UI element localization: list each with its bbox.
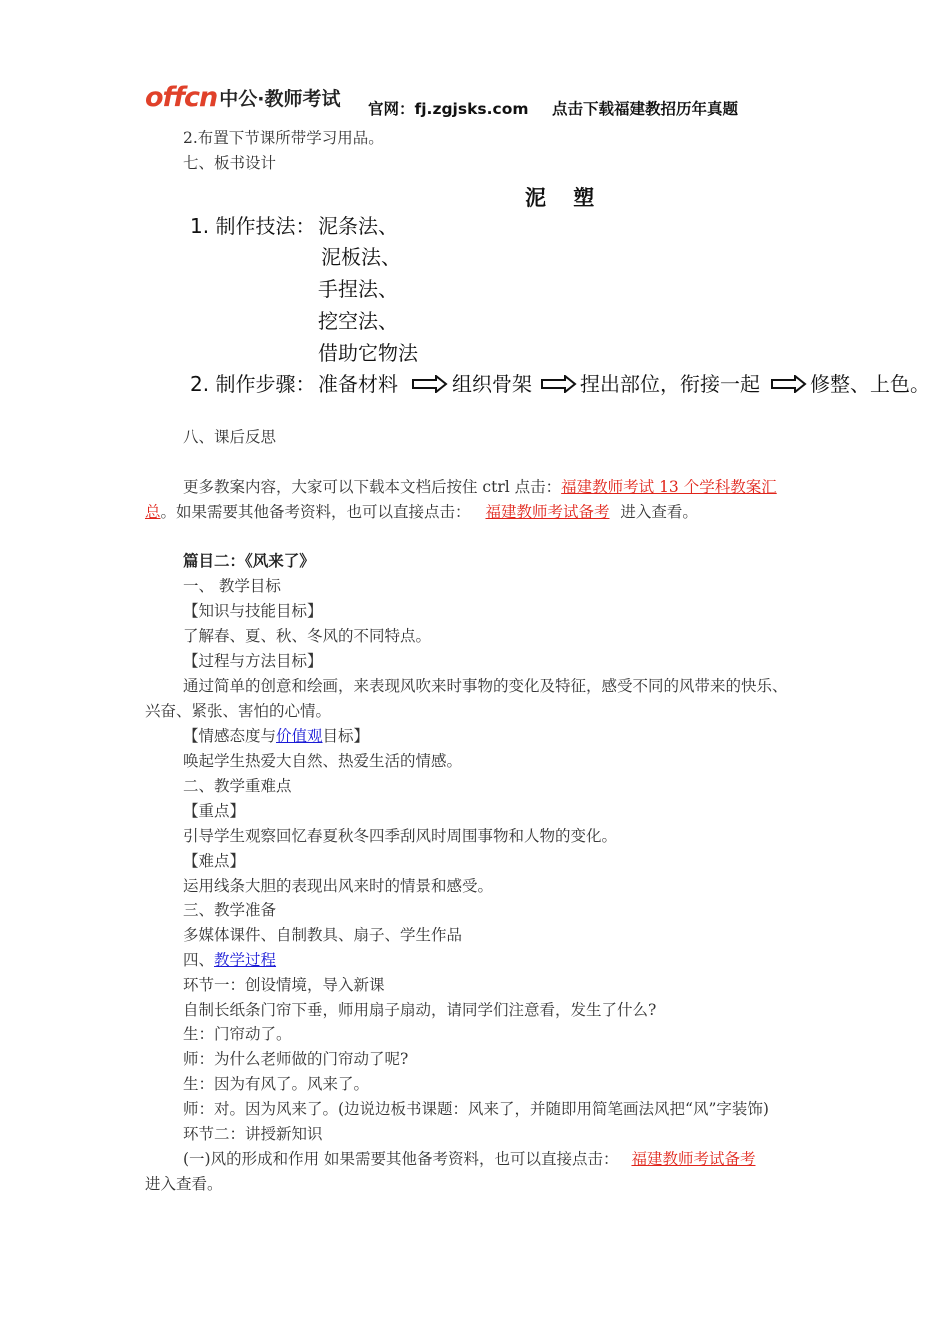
hollow-arrow-icon <box>412 375 448 393</box>
section-key-difficulties: 二、教学重难点 <box>183 777 292 795</box>
homework-item-2: 2.布置下节课所带学习用品。 <box>183 129 384 147</box>
board-step-4: 修整、上色。 <box>810 372 930 396</box>
key-point-text: 引导学生观察回忆春夏秋冬四季刮风时周围事物和人物的变化。 <box>183 827 618 845</box>
section-4-number: 四、 <box>183 951 215 969</box>
wind-section-text: (一)风的形成和作用 如果需要其他备考资料，也可以直接点击： <box>183 1150 619 1168</box>
offcn-logo <box>145 79 341 115</box>
exam-prep-link-2[interactable]: 福建教师考试备考 <box>631 1150 756 1168</box>
hollow-arrow-icon <box>771 375 807 393</box>
more-resources-prefix: 更多教案内容，大家可以下载本文档后按住 ctrl 点击： <box>183 478 562 496</box>
board-step-1: 准备材料 <box>318 372 398 396</box>
process-goal-heading: 【过程与方法目标】 <box>183 652 323 670</box>
emotion-heading-post: 目标】 <box>322 727 370 745</box>
knowledge-goal-text: 了解春、夏、秋、冬风的不同特点。 <box>183 627 432 645</box>
wind-section-suffix: 进入查看。 <box>145 1175 223 1193</box>
download-exams-link[interactable]: 点击下载福建教招历年真题 <box>552 100 739 118</box>
difficulty-text: 运用线条大胆的表现出风来时的情景和感受。 <box>183 877 494 895</box>
logo-wordmark: offcn <box>145 81 218 113</box>
exam-prep-link[interactable]: 福建教师考试备考 <box>485 503 610 521</box>
knowledge-goal-heading: 【知识与技能目标】 <box>183 602 323 620</box>
preparation-text: 多媒体课件、自制教具、扇子、学生作品 <box>183 926 463 944</box>
board-technique-5: 借助它物法 <box>318 341 418 365</box>
dialogue-3: 师：为什么老师做的门帘动了呢? <box>183 1050 409 1068</box>
logo-chinese: 中公·教师考试 <box>219 87 341 110</box>
section-teaching-goals: 一、 教学目标 <box>183 577 281 595</box>
process-goal-text-2: 兴奋、紧张、害怕的心情。 <box>145 702 332 720</box>
board-title: 泥 塑 <box>525 186 605 210</box>
key-point-heading: 【重点】 <box>183 802 246 820</box>
more-resources-mid: 。如果需要其他备考资料，也可以直接点击： <box>160 503 471 521</box>
section-board-design: 七、板书设计 <box>183 154 277 172</box>
board-techniques-label: 1. 制作技法： <box>190 214 316 238</box>
lesson-plans-link-cont[interactable]: 总 <box>145 503 161 521</box>
board-technique-3: 手捏法、 <box>318 277 398 301</box>
board-step-3: 捏出部位，衔接一起 <box>580 372 760 396</box>
values-link[interactable]: 价值观 <box>276 727 323 745</box>
teaching-process-link[interactable]: 教学过程 <box>214 951 277 969</box>
section-preparation: 三、教学准备 <box>183 901 277 919</box>
board-technique-4: 挖空法、 <box>318 309 398 333</box>
more-resources-line-1 <box>183 477 777 497</box>
dialogue-5: 师：对。因为风来了。(边说边板书课题：风来了，并随即用简笔画法风把“风”字装饰) <box>183 1100 769 1118</box>
official-site-label: 官网：fj.zgjsks.com <box>368 100 529 118</box>
emotion-goal-heading <box>183 726 369 746</box>
dialogue-2: 生：门帘动了。 <box>183 1025 292 1043</box>
section-teaching-process <box>183 950 276 970</box>
emotion-heading-pre: 【情感态度与 <box>183 727 277 745</box>
lesson-2-title: 篇目二：《风来了》 <box>183 551 315 570</box>
difficulty-heading: 【难点】 <box>183 852 246 870</box>
dialogue-1: 自制长纸条门帘下垂，师用扇子扇动，请同学们注意看，发生了什么? <box>183 1001 657 1019</box>
lesson-plans-link[interactable]: 福建教师考试 13 个学科教案汇 <box>561 478 777 496</box>
process-goal-text-1: 通过简单的创意和绘画，来表现风吹来时事物的变化及特征，感受不同的风带来的快乐、 <box>183 677 788 695</box>
more-resources-suffix: 进入查看。 <box>620 503 698 521</box>
board-step-2: 组织骨架 <box>452 372 532 396</box>
step-1-heading: 环节一：创设情境，导入新课 <box>183 976 385 994</box>
wind-section-line <box>183 1149 755 1169</box>
dialogue-4: 生：因为有风了。风来了。 <box>183 1075 370 1093</box>
board-technique-1: 泥条法、 <box>318 214 398 238</box>
board-technique-2: 泥板法、 <box>321 245 401 269</box>
hollow-arrow-icon <box>541 375 577 393</box>
board-steps-label: 2. 制作步骤： <box>190 372 316 396</box>
section-reflection: 八、课后反思 <box>183 428 277 446</box>
emotion-goal-text: 唤起学生热爱大自然、热爱生活的情感。 <box>183 752 463 770</box>
step-2-heading: 环节二：讲授新知识 <box>183 1125 323 1143</box>
more-resources-line-2 <box>145 502 698 522</box>
